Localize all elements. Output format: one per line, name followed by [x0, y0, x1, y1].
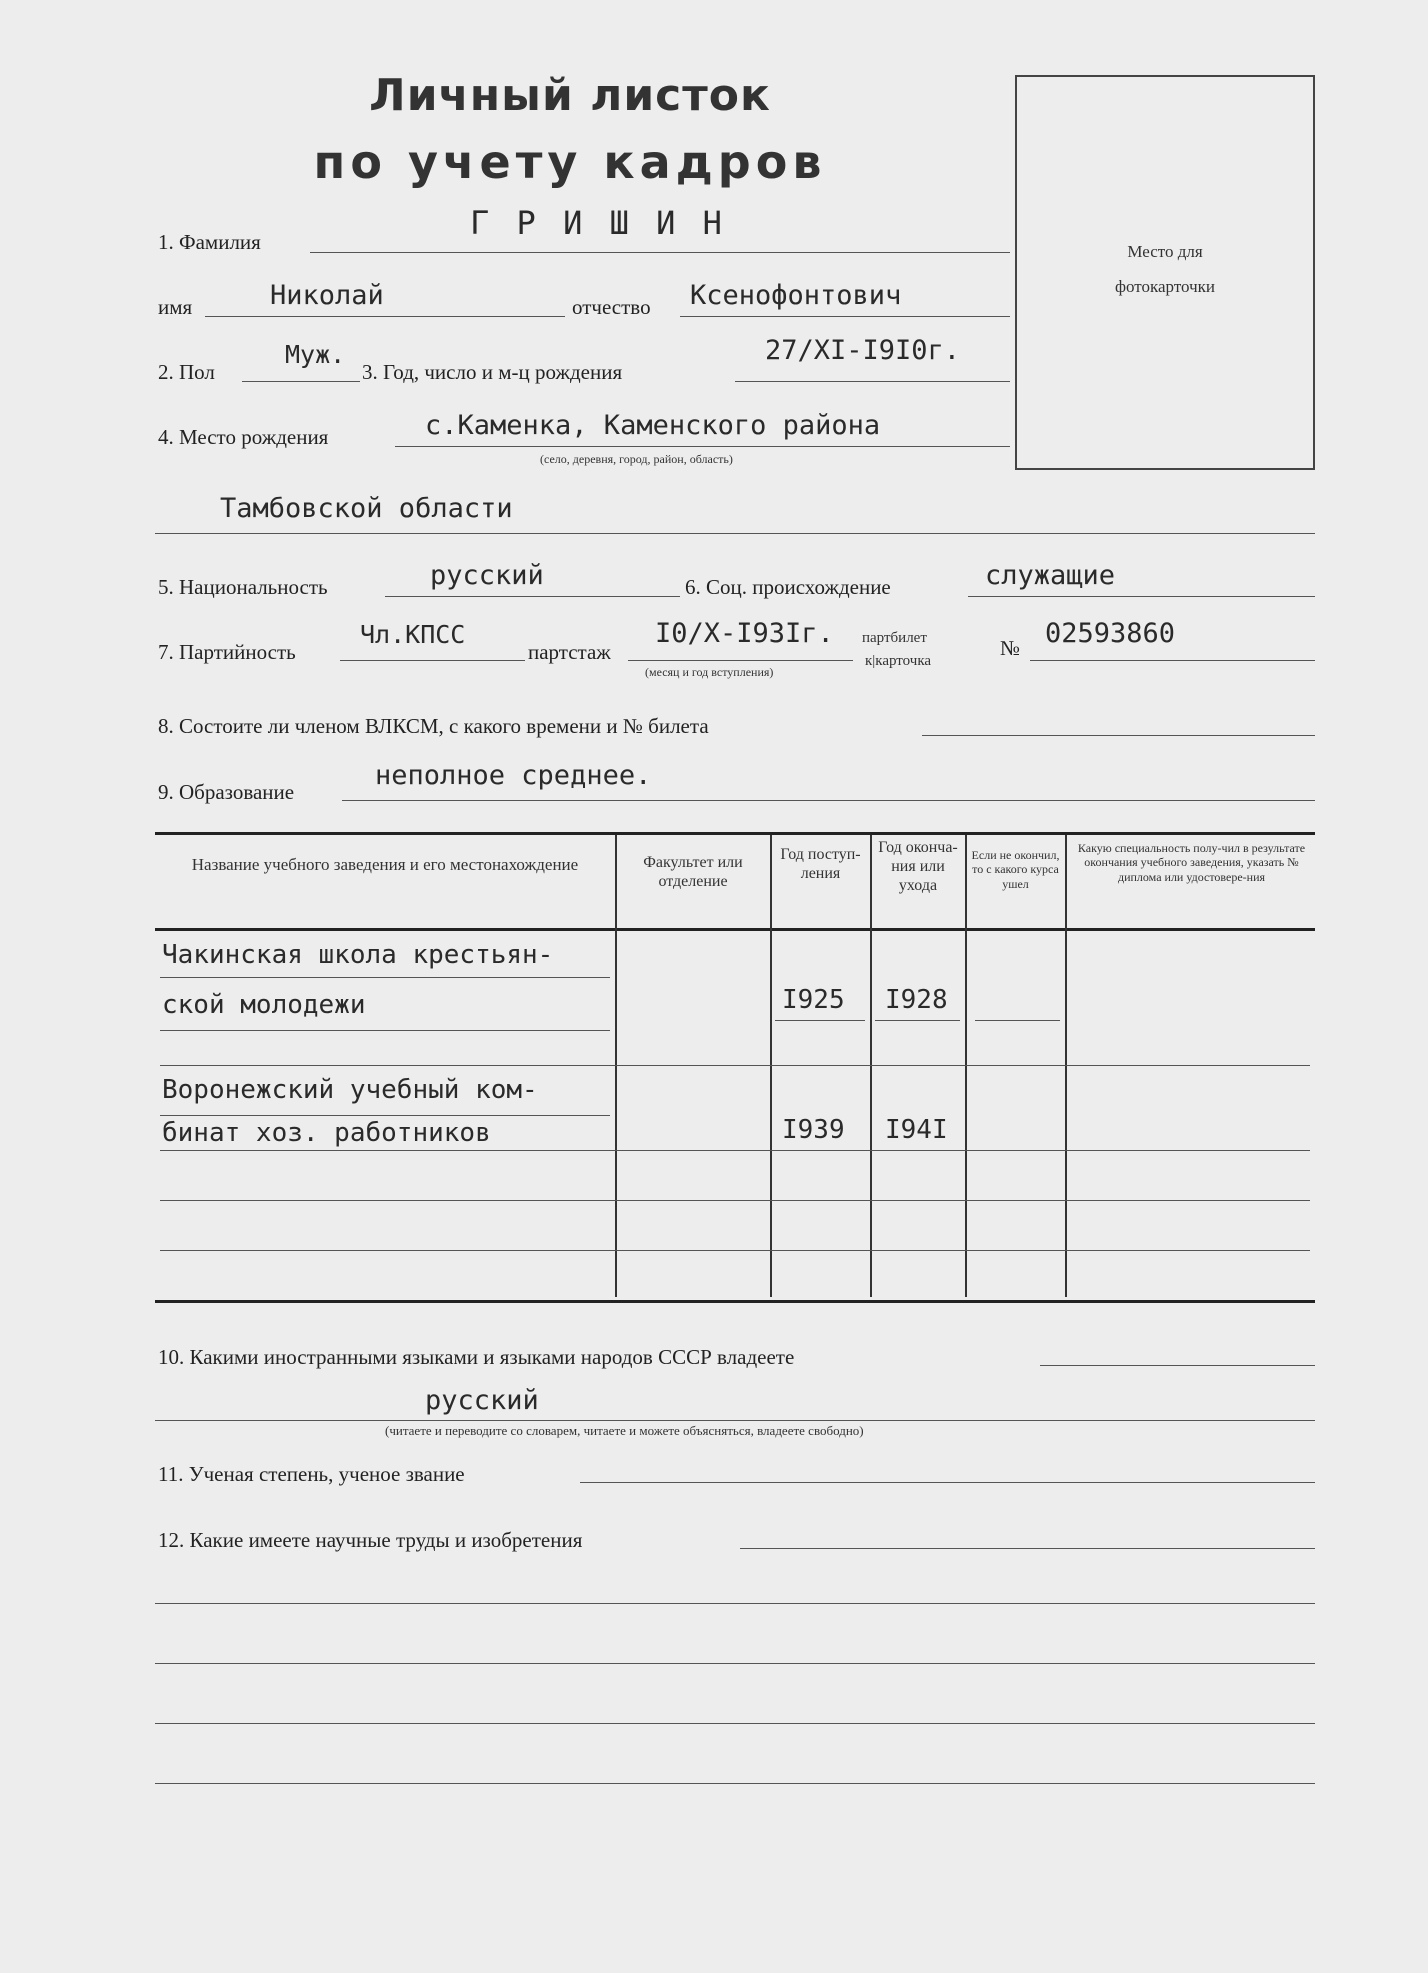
photo-placeholder	[1015, 75, 1315, 470]
row-line-3	[160, 1065, 1310, 1066]
col-divider-2	[770, 835, 772, 1297]
row-line-6	[160, 1200, 1310, 1201]
col-divider-4	[965, 835, 967, 1297]
col-divider-1	[615, 835, 617, 1297]
nationality-value: русский	[430, 560, 544, 591]
party-tenure-label: партстаж	[528, 640, 611, 664]
social-origin-value: служащие	[985, 560, 1116, 591]
works-line-2	[155, 1603, 1315, 1604]
name-value: Николай	[270, 280, 384, 311]
social-origin-label: 6. Соц. происхождение	[685, 575, 891, 599]
surname-line	[310, 252, 1010, 253]
birthplace-label: 4. Место рождения	[158, 425, 329, 449]
education-table	[155, 832, 1315, 1303]
row-line-1	[160, 977, 610, 978]
works-line-1	[740, 1548, 1315, 1549]
birth-line	[735, 381, 1010, 382]
col-divider-5	[1065, 835, 1067, 1297]
table-header-divider	[155, 928, 1315, 931]
party-card-number: 02593860	[1045, 618, 1176, 649]
party-card-label-bottom: к|карточка	[865, 653, 932, 669]
header-year-out: Год оконча-ния или ухода	[878, 839, 958, 895]
party-tenure-value: I0/X-I93Iг.	[655, 618, 834, 649]
header-institution: Название учебного заведения и его местонахождение	[191, 855, 579, 874]
photo-label-1: Место для	[1127, 242, 1203, 261]
languages-value: русский	[425, 1385, 539, 1416]
surname-value: Г Р И Ш И Н	[470, 204, 726, 242]
party-card-label-top: партбилет	[862, 630, 927, 646]
patronymic-value: Ксенофонтович	[690, 280, 902, 311]
party-tenure-hint: (месяц и год вступления)	[645, 665, 774, 679]
vlksm-line	[922, 735, 1315, 736]
course-line-1	[975, 1020, 1060, 1021]
patronymic-label: отчество	[572, 295, 651, 319]
header-course-left: Если не окончил, то с какого курса ушел	[971, 848, 1060, 891]
party-value: Чл.КПСС	[360, 620, 466, 649]
patronymic-line	[680, 316, 1010, 317]
number-sign: №	[1000, 636, 1021, 660]
party-tenure-line	[628, 660, 853, 661]
birthplace-line	[395, 446, 1010, 447]
nationality-label: 5. Национальность	[158, 575, 328, 599]
sex-value: Муж.	[285, 340, 346, 369]
row-line-4	[160, 1115, 610, 1116]
row-line-5	[160, 1150, 1310, 1151]
languages-line-1	[1040, 1365, 1315, 1366]
row-line-2	[160, 1030, 610, 1031]
education-value: неполное среднее.	[375, 760, 652, 791]
birth-value: 27/XI-I9I0г.	[765, 335, 961, 366]
degree-line	[580, 1482, 1315, 1483]
year-out-line-1	[875, 1020, 960, 1021]
row2-year-in: I939	[782, 1115, 845, 1145]
party-label: 7. Партийность	[158, 640, 296, 664]
works-label: 12. Какие имеете научные труды и изобретения	[158, 1528, 583, 1552]
row-line-7	[160, 1250, 1310, 1251]
surname-label: 1. Фамилия	[158, 230, 261, 254]
header-faculty: Факультет или отделение	[643, 854, 743, 891]
name-label: имя	[158, 295, 193, 319]
sex-line	[242, 381, 360, 382]
row2-institution-line2: бинат хоз. работников	[162, 1118, 491, 1148]
birthplace-value-2: Тамбовской области	[220, 493, 513, 524]
photo-label-2: фотокарточки	[1115, 277, 1215, 296]
vlksm-label: 8. Состоите ли членом ВЛКСМ, с какого времени и № билета	[158, 714, 709, 738]
year-in-line-1	[775, 1020, 865, 1021]
birth-label: 3. Год, число и м-ц рождения	[362, 360, 623, 384]
header-specialty: Какую специальность полу-чил в результате окончания учебного заведения, указать № диплома или удостовере-ния	[1077, 841, 1306, 884]
sex-label: 2. Пол	[158, 360, 215, 384]
form-title-line1: Личный листок	[369, 70, 771, 121]
header-year-in: Год поступ-ления	[780, 846, 861, 883]
social-origin-line	[968, 596, 1315, 597]
form-title-line2: по учету кадров	[313, 135, 827, 189]
row1-institution-line2: ской молодежи	[162, 990, 366, 1020]
party-line	[340, 660, 525, 661]
languages-line-2	[155, 1420, 1315, 1421]
row1-institution-line1: Чакинская школа крестьян-	[162, 940, 554, 970]
nationality-line	[385, 596, 680, 597]
row1-year-out: I928	[885, 985, 948, 1015]
birthplace-line-2	[155, 533, 1315, 534]
education-line	[342, 800, 1315, 801]
works-line-3	[155, 1663, 1315, 1664]
degree-label: 11. Ученая степень, ученое звание	[158, 1462, 465, 1486]
name-line	[205, 316, 565, 317]
col-divider-3	[870, 835, 872, 1297]
row2-year-out: I94I	[885, 1115, 948, 1145]
languages-label: 10. Какими иностранными языками и языками народов СССР владеете	[158, 1345, 795, 1369]
languages-hint: (читаете и переводите со словарем, читаете и можете объясняться, владеете свободно)	[385, 1423, 864, 1438]
party-card-line	[1030, 660, 1315, 661]
row1-year-in: I925	[782, 985, 845, 1015]
education-label: 9. Образование	[158, 780, 295, 804]
works-line-5	[155, 1783, 1315, 1784]
birthplace-value-1: с.Каменка, Каменского района	[425, 410, 881, 441]
birthplace-hint: (село, деревня, город, район, область)	[540, 452, 733, 466]
row2-institution-line1: Воронежский учебный ком-	[162, 1075, 538, 1105]
works-line-4	[155, 1723, 1315, 1724]
